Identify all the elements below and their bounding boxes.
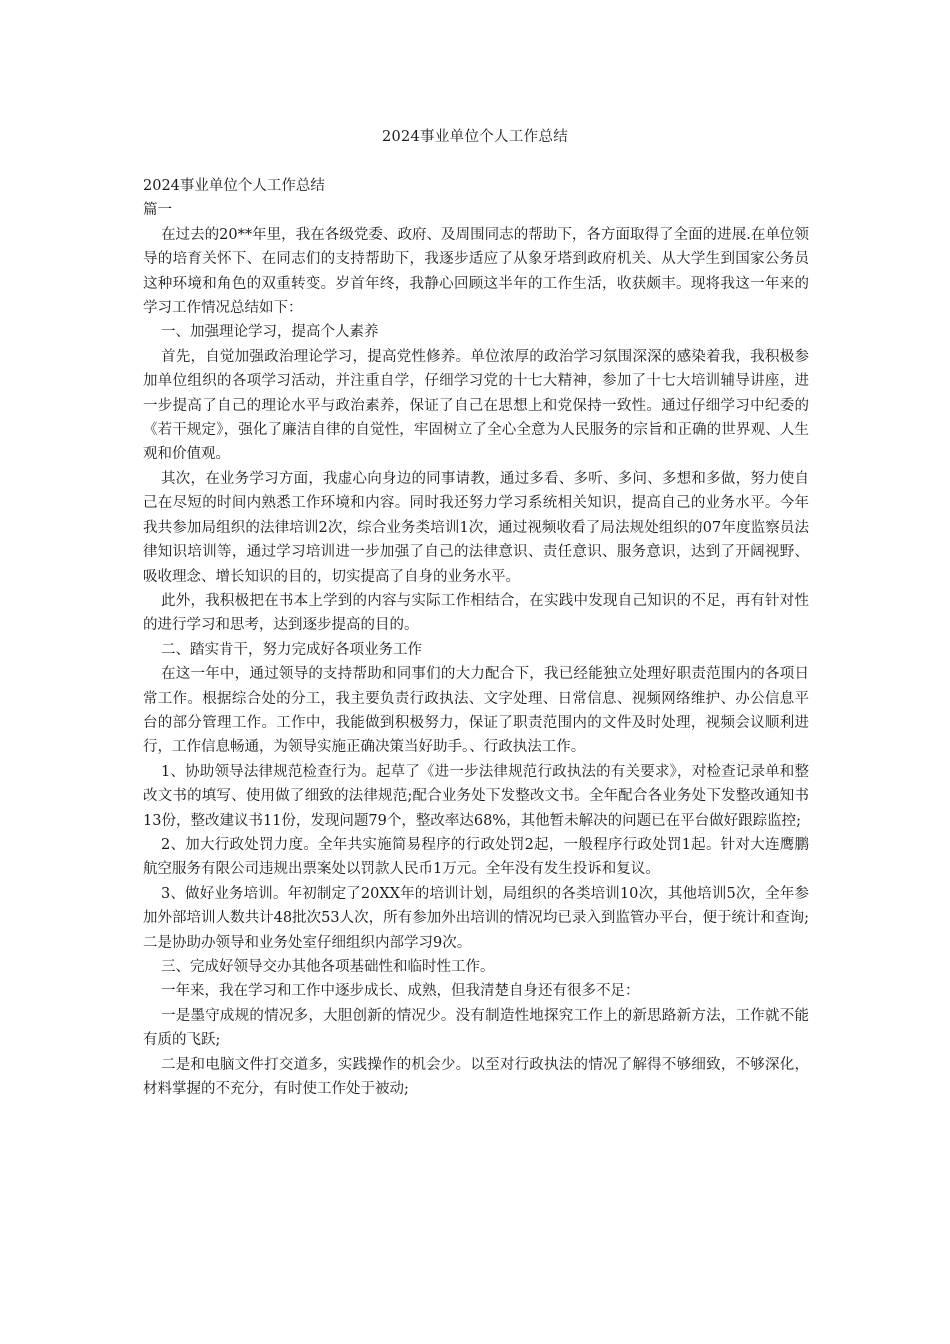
paragraph-business-study: 其次，在业务学习方面，我虚心向身边的同事请教，通过多看、多听、多问、多想和多做，努力使自己在尽短的时间内熟悉工作环境和内容。同时我还努力学习系统相关知识，提高自己的业务水平。今年我共参加局组织的法律培训2次，综合业务类培训1次，通过视频收看了局法规处组织的07年度监察员法律知识培训等，通过学习培训进一步加强了自己的法律意识、责任意识、服务意识，达到了开阔视野、吸收理念、增长知识的目的，切实提高了自身的业务水平。 (143, 470, 809, 585)
paragraph-daily-work: 在这一年中，通过领导的支持帮助和同事们的大力配合下，我已经能独立处理好职责范围内的各项日常工作。根据综合处的分工，我主要负责行政执法、文字处理、日常信息、视频网络维护、办公信息平台的部分管理工作。工作中，我能做到积极努力，保证了职责范围内的文件及时处理，视频会议顺利进行，工作信息畅通，为领导实施正确决策当好助手。、行政执法工作。 (143, 666, 809, 756)
section-heading-3: 三、完成好领导交办其他各项基础性和临时性工作。 (161, 959, 495, 975)
section-heading-1: 一、加强理论学习，提高个人素养 (161, 324, 379, 341)
document-body (143, 174, 809, 1101)
part-label: 篇一 (143, 202, 172, 219)
paragraph-shortcomings-intro: 一年来，我在学习和工作中逐步成长、成熟，但我清楚自身还有很多不足： (161, 983, 640, 1000)
section-heading-2: 二、踏实肯干，努力完成好各项业务工作 (161, 641, 422, 658)
shortcoming-item-2: 二是和电脑文件打交道多，实践操作的机会少。以至对行政执法的情况了解得不够细致，不够深化，材料掌握的不充分，有时使工作处于被动; (143, 1056, 809, 1098)
document-title: 2024事业单位个人工作总结 (381, 129, 569, 145)
shortcoming-item-1: 一是墨守成规的情况多，大胆创新的情况少。没有制造性地探究工作上的新思路新方法，工作就不能有质的飞跃; (143, 1007, 809, 1049)
list-item-1: 1、协助领导法律规范检查行为。起草了《进一步法律规范行政执法的有关要求》，对检查记录单和整改文书的填写、使用做了细致的法律规范;配合业务处下发整改文书。全年配合各业务处下发整改通知书13份，整改建议书11份，发现问题79个，整改率达68%，其他暂未解决的问题已在平台做好跟踪监控; (143, 763, 809, 829)
paragraph-intro: 在过去的20**年里，我在各级党委、政府、及周围同志的帮助下，各方面取得了全面的进展.在单位领导的培育关怀下、在同志们的支持帮助下，我逐步适应了从象牙塔到政府机关、从大学生到国家公务员这种环境和角色的双重转变。岁首年终，我静心回顾这半年的工作生活，收获颇丰。现将我这一年来的学习工作情况总结如下： (143, 226, 809, 317)
paragraph-theory-study: 首先，自觉加强政治理论学习，提高党性修养。单位浓厚的政治学习氛围深深的感染着我，我积极参加单位组织的各项学习活动，并注重自学，仔细学习党的十七大精神，参加了十七大培训辅导讲座，进一步提高了自己的理论水平与政治素养，保证了自己在思想上和党保持一致性。通过仔细学习中纪委的《若干规定》，强化了廉洁自律的自觉性，牢固树立了全心全意为人民服务的宗旨和正确的世界观、人生观和价值观。 (143, 348, 809, 463)
list-item-2: 2、加大行政处罚力度。全年共实施简易程序的行政处罚2起，一般程序行政处罚1起。针对大连鹰鹏航空服务有限公司违规出票案处以罚款人民币1万元。全年没有发生投诉和复议。 (143, 836, 809, 878)
document-subtitle: 2024事业单位个人工作总结 (143, 178, 325, 194)
paragraph-practice: 此外，我积极把在书本上学到的内容与实际工作相结合，在实践中发现自己知识的不足，再有针对性的进行学习和思考，达到逐步提高的目的。 (143, 592, 809, 634)
list-item-3: 3、做好业务培训。年初制定了20XX年的培训计划，局组织的各类培训10次，其他培训5次，全年参加外部培训人数共计48批次53人次，所有参加外出培训的情况均已录入到监管办平台，便于统计和查询;二是协助办领导和业务处室仔细组织内部学习9次。 (143, 885, 809, 951)
